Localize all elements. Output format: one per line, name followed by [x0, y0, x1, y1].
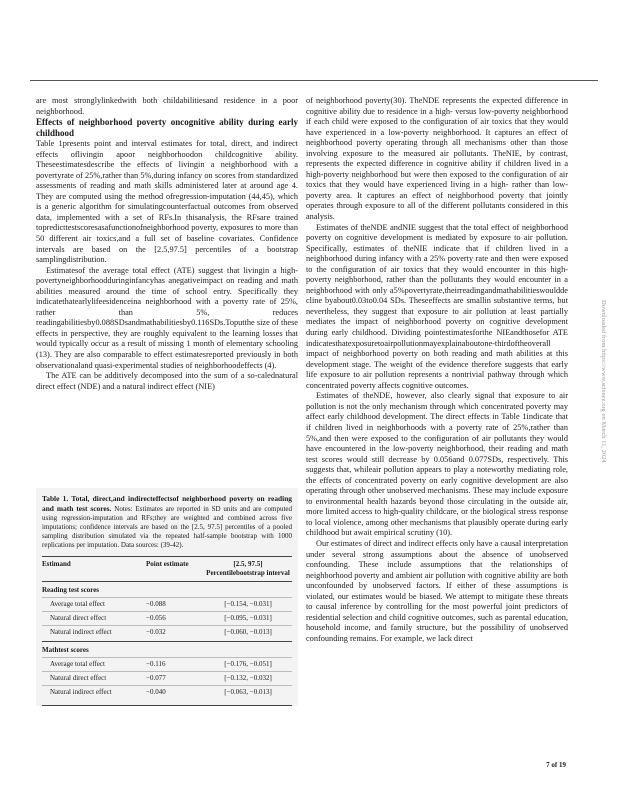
table-section-reading: Reading test scores	[42, 586, 100, 594]
page-number: 7 of 19	[546, 761, 566, 769]
row-label: Natural indirect effect	[50, 628, 112, 636]
row-label: Natural direct effect	[50, 614, 107, 622]
table-header-row	[42, 557, 292, 582]
row-point: −0.077	[146, 674, 166, 682]
table-1	[36, 488, 298, 706]
paragraph: Estimates of theNDE andNIE suggest that the total effect of neighborhood poverty on cognitive development is mediated by exposure to air pollution. Specifically, estimates of theNIE indicate that if children lived in a neighborhood during infancy with a 25% poverty rate and then were exposed to the configuration of air toxics that they would encounter in this high-poverty neighborhood, rather than the pollutants they would encounter in a neighborhood with only a5%povertyrate,theirreadingandmathabilitieswouldde cline byabout0.03to0.04 SDs. Theseeffects are smallin substantive terms, but nevertheless, they suggest that exposure to air pollution at least partially mediates the impact of neighborhood poverty on cognitive development during early childhood. Dividing pointestimatesforthe NIEandthosefor ATE indicatesthatexposuretoairpollutionmayexplainaboutone-thirdoftheoverall impact of neighborhood poverty on both reading and math abilities at this development stage. The weight of the evidence therefore suggests that early life exposure to air pollution represents a nontrivial pathway through which concentrated poverty affects cognitive outcomes.	[306, 222, 568, 390]
table-grid	[42, 556, 292, 706]
row-label: Natural direct effect	[50, 674, 107, 682]
row-label: Natural indirect effect	[50, 688, 112, 696]
paragraph: are most stronglylinkedwith both childabilitiesand residence in a poor neighborhood.	[36, 96, 298, 116]
row-interval: [−0.154, −0.031]	[224, 600, 272, 608]
row-interval: [−0.176, −0.051]	[224, 660, 272, 668]
table-row	[42, 657, 292, 671]
download-watermark	[597, 300, 611, 500]
row-label: Average total effect	[50, 600, 105, 608]
paragraph: Estimates of theNDE, however, also clearly signal that exposure to air pollution is not the only mechanism through which concentrated poverty may affect early childhood development. The direct effects in Table 1indicate that if children lived in neighborhoods with a poverty rate of 25%,rather than 5%,and then were exposed to the configuration of air pollutants they would have encountered in the low-poverty neighborhood, their reading and math test scores would still decrease by 0.056and 0.077SDs, respectively. This suggests that, whileair pollution appears to play a noteworthy mediating role, the effects of concentrated poverty on early cognitive development are also operating through other unobserved mechanisms. These may include exposure to environmental health hazards beyond those circulating in the outside air, more limited access to high-quality childcare, or the biological stress response to local violence, among other mechanisms that plausibly operate during early childhood but await empirical scrutiny (10).	[306, 391, 568, 538]
paragraph: Estimatesof the average total effect (ATE) suggest that livingin a high-povertyneighborhoodduringinfancyhas anegativeimpact on reading and math abilities measured around the time of school entry. Specifically they indicatethatearlylifeesidenceina neighborhood with a poverty rate of 25%, rather than 5%, reduces readingabilitiesby0.088SDsandmathabilitiesby0.116SDs.Toputthe size of these effects in perspective, they are roughly equivalent to the learning losses that would typically occur as a result of missing 1 month of elementary schooling (13). They are also comparable to effect estimatesreported previously in both observationaland quasi-experimental studies of neighborhoodeffects (4).	[36, 265, 298, 370]
row-interval: [−0.095, −0.031]	[224, 614, 272, 622]
table-bottom-rule	[42, 699, 292, 706]
row-interval: [−0.060, −0.013]	[224, 628, 272, 636]
table-caption-notes: Notes: Estimates are reported in SD units and are computed using regression-imputation and RFs;they are weighted and combined across five imputations; confidence intervals are based on the [2.5, 97.5] percentiles of a pooled sampling distribution simulated via the repeated half-sample bootstrap with 1000 replications per imputation. Data sources: (39-42).	[42, 505, 292, 549]
table-section-math: Mathtest scores	[42, 646, 89, 654]
row-point: −0.040	[146, 688, 166, 696]
paragraph: of neighborhood poverty(30). TheNDE represents the expected difference in cognitive ability due to residence in a high- versus low-poverty neighborhood if each child were exposed to the configuration of air toxics that they would have experienced in a low-poverty neighborhood. It captures an effect of neighborhood poverty operating through all mechanisms other than those involving exposure to the measured air pollutants. TheNIE, by contrast, represents the expected difference in cognitive ability if children lived in a high-poverty neighborhood but were then exposed to the configuration of air toxics that they would have experienced living in a high- rather than low-poverty area. It captures an effect of neighborhood poverty that jointly operates through exposure to all of the different pollutants considered in this analysis.	[306, 96, 568, 222]
table-caption	[36, 488, 298, 556]
download-watermark-text: Downloaded from https://www.science.org on March 11, 2024	[600, 300, 607, 463]
row-point: −0.056	[146, 614, 166, 622]
row-interval: [−0.132, −0.032]	[224, 674, 272, 682]
row-point: −0.032	[146, 628, 166, 636]
row-point: −0.088	[146, 600, 166, 608]
row-interval: [−0.063, −0.013]	[224, 688, 272, 696]
paragraph: The ATE can be additively decomposed into the sum of a so-calednatural direct effect (NDE) and a natural indirect effect (NIE)	[36, 371, 298, 391]
row-label: Average total effect	[50, 660, 105, 668]
column-header-interval: [2.5, 97.5] Percentilebootstrap interval	[206, 560, 290, 577]
column-header-estimand: Estimand	[42, 560, 71, 568]
row-point: −0.116	[146, 660, 166, 668]
table-caption-title: Table 1. Total, direct,and indirecteffectsof neighborhood poverty on reading and math test scores.	[42, 494, 292, 513]
column-header-point: Point estimate	[146, 560, 189, 568]
table-row	[42, 625, 292, 639]
table-row	[42, 611, 292, 625]
header-rule	[30, 80, 598, 81]
left-column	[36, 96, 298, 392]
table-row	[42, 671, 292, 685]
table-row	[42, 597, 292, 611]
right-column	[306, 96, 568, 644]
paragraph: Table 1presents point and interval estimates for total, direct, and indirect effects oflivingin apoor neighborhoodon childcognitive ability. Theseestimatesdescribe the effects of livingin a neighborhood with a povertyrate of 25%,rather than 5%,during infancy on scores from standardized assessments of reading and math skills administered later at around age 4. They are computed using the method ofregression-imputation (44,45), which is a generic algorithm for simulatingcounterfactual outcomes from observed data, implemented with a set of RFs.In thisanalysis, the RFsare trained topredicttestscoresasafunctionofneighborhood poverty, exposures to more than 50 different air toxics,and a full set of baseline covariates. Confidence intervals are based on the [2.5,97.5] percentiles of a bootstrap samplingdistribution.	[36, 139, 298, 265]
section-title: Effects of neighborhood poverty oncognitive ability during early childhood	[36, 117, 298, 139]
paragraph: Our estimates of direct and indirect effects only have a causal interpretation under several strong assumptions about the absence of unobserved confounding. These include assumptions that the relationships of neighborhood poverty and ambient air pollution with cognitive ability are both unconfounded by unobserved factors. If either of these assumptions is violated, our estimates would be biased. We attempt to mitigate these threats to causal inference by controlling for the most powerful joint predictors of residential selection and child cognitive outcomes, such as parental education, household income, and family structure, but the possibility of unobserved confounding remains. For example, we lack direct	[306, 538, 568, 643]
table-row	[42, 685, 292, 699]
